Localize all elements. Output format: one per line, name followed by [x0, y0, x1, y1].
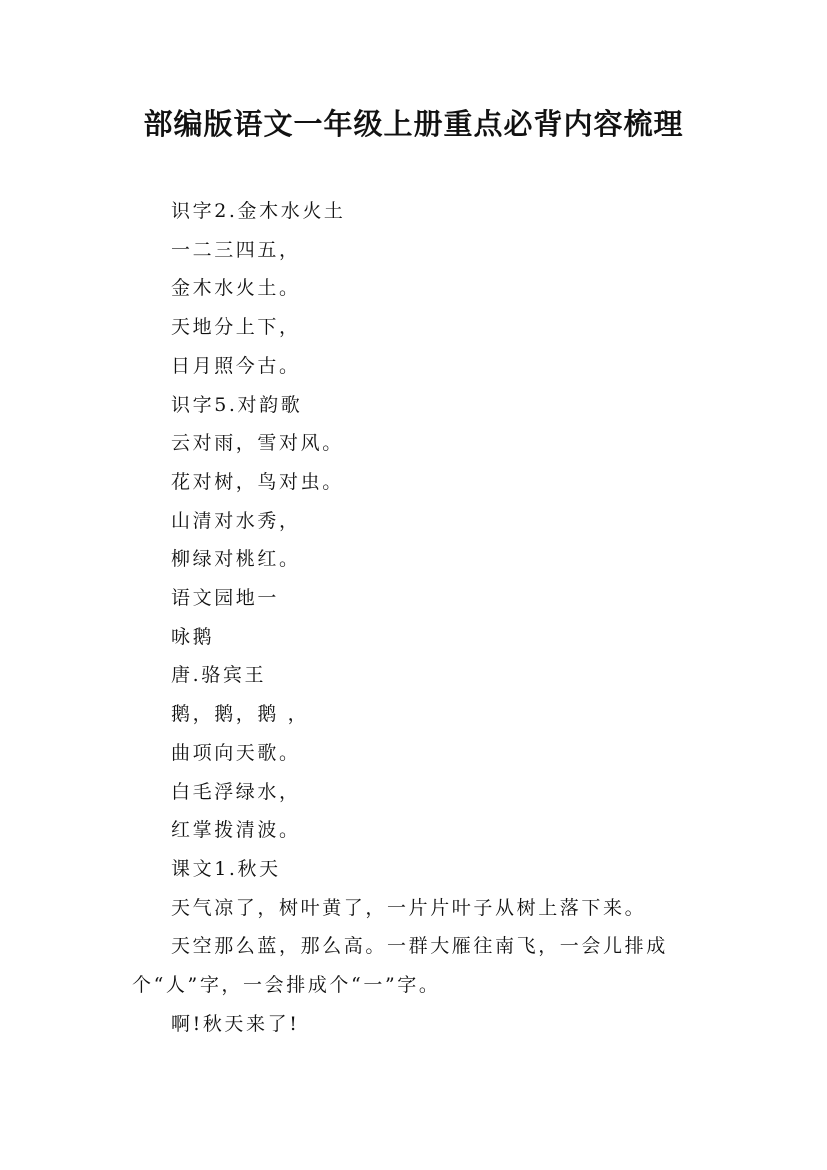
text-line: 鹅，鹅，鹅 ，: [171, 703, 310, 726]
text-line: 金木水火土。: [171, 277, 301, 300]
text-line: 云对雨，雪对风。: [171, 432, 344, 455]
text-line: 日月照今古。: [171, 354, 301, 377]
text-line: 一二三四五，: [171, 238, 301, 261]
text-line: 语文园地一: [171, 587, 280, 610]
text-line: 课文1.秋天: [171, 857, 281, 880]
text-line: 天地分上下，: [171, 316, 301, 339]
document-body: [132, 192, 712, 1043]
text-line: 识字2.金木水火土: [171, 200, 346, 222]
text-line: 啊!秋天来了!: [171, 1012, 300, 1035]
text-line: 山清对水秀，: [171, 509, 301, 532]
text-paragraph: 天空那么蓝，那么高。一群大雁往南飞，一会儿排成个“人”字，一会排成个“一”字。: [132, 935, 668, 997]
text-line: 红掌拨清波。: [171, 819, 301, 842]
text-line: 唐.骆宾王: [171, 664, 267, 687]
text-line: 咏鹅: [171, 625, 215, 648]
page-title: 部编版语文一年级上册重点必背内容梳理: [143, 107, 684, 141]
text-line: 花对树，鸟对虫。: [171, 470, 344, 493]
text-line: 曲项向天歌。: [171, 741, 301, 764]
text-line: 白毛浮绿水，: [171, 780, 301, 803]
text-line: 柳绿对桃红。: [171, 548, 301, 571]
text-line: 天气凉了，树叶黄了，一片片叶子从树上落下来。: [171, 896, 647, 919]
text-line: 识字5.对韵歌: [171, 393, 303, 416]
